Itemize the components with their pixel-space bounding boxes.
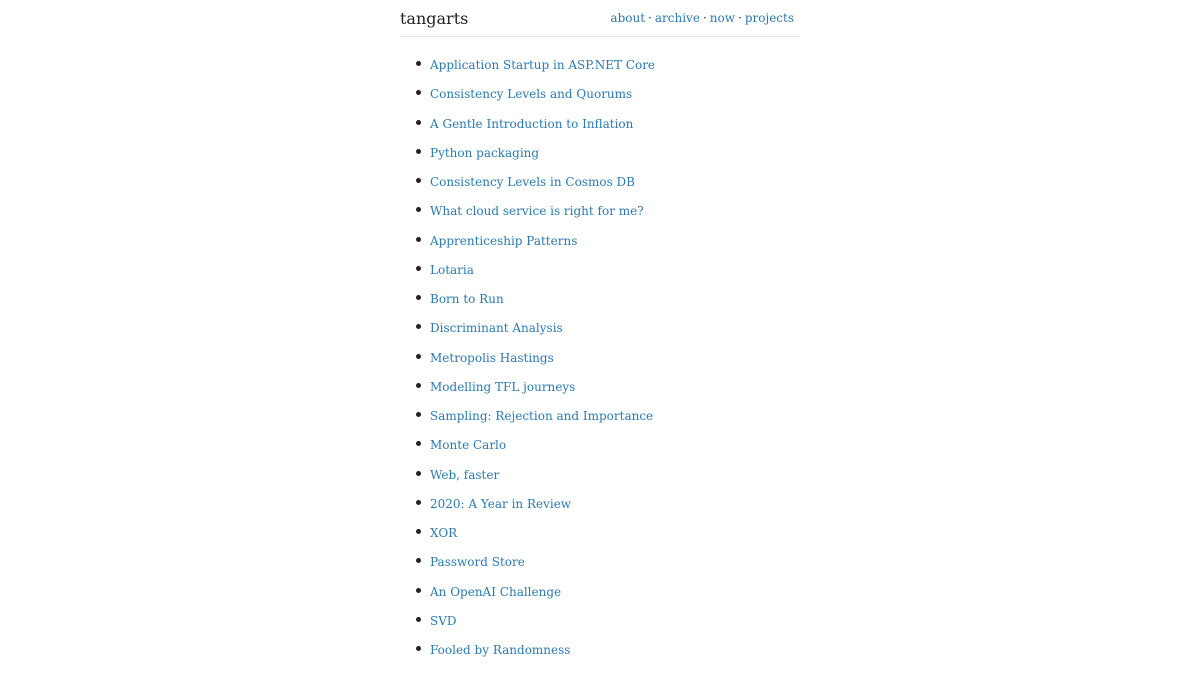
post-link[interactable]: What cloud service is right for me? (430, 204, 644, 219)
post-link[interactable]: A Gentle Introduction to Inflation (430, 116, 634, 131)
post-list-item (416, 313, 655, 342)
post-link[interactable]: Sampling: Rejection and Importance (430, 409, 654, 423)
bullet-icon (416, 149, 421, 154)
post-link[interactable]: Password Store (430, 555, 525, 570)
post-list-item (416, 167, 655, 196)
post-link[interactable]: Discriminant Analysis (430, 321, 563, 336)
bullet-icon (416, 237, 421, 242)
bullet-icon (416, 558, 421, 563)
post-link[interactable]: Metropolis Hastings (430, 350, 554, 365)
bullet-icon (416, 588, 421, 593)
post-list-item (416, 138, 655, 167)
post-link[interactable]: XOR (430, 526, 458, 540)
post-list-item (416, 577, 655, 606)
bullet-icon (416, 354, 421, 359)
post-link[interactable]: 2020: A Year in Review (430, 496, 572, 511)
post-link[interactable]: Monte Carlo (430, 438, 507, 453)
bullet-icon (416, 412, 421, 417)
site-title-link[interactable]: tangarts (400, 9, 469, 28)
post-list-item (416, 226, 655, 255)
nav-separator: · (648, 11, 652, 25)
post-link[interactable]: Application Startup in ASP.NET Core (430, 58, 656, 72)
post-link[interactable]: Web, faster (430, 467, 500, 482)
post-link[interactable]: Python packaging (430, 145, 540, 160)
bullet-icon (416, 295, 421, 300)
post-list-item (416, 635, 655, 664)
post-list-item (416, 79, 655, 108)
post-list-item (416, 430, 655, 459)
nav-about-link[interactable]: about (610, 11, 646, 25)
post-list-item (416, 255, 655, 284)
bullet-icon (416, 207, 421, 212)
bullet-icon (416, 90, 421, 95)
nav-now-link[interactable]: now (709, 11, 735, 25)
post-link[interactable]: Apprenticeship Patterns (430, 233, 578, 248)
post-list-item (416, 109, 655, 138)
nav-projects-link[interactable]: projects (744, 11, 794, 25)
post-link[interactable]: Lotaria (430, 262, 474, 277)
bullet-icon (416, 646, 421, 651)
post-list-item (416, 50, 655, 79)
post-link[interactable]: An OpenAI Challenge (430, 584, 562, 599)
bullet-icon (416, 617, 421, 622)
site-nav (610, 10, 794, 26)
post-link[interactable]: SVD (430, 613, 457, 628)
bullet-icon (416, 529, 421, 534)
bullet-icon (416, 178, 421, 183)
post-list-item (416, 606, 655, 635)
post-link[interactable]: Consistency Levels in Cosmos DB (430, 175, 635, 189)
post-list-item (416, 489, 655, 518)
nav-separator: · (702, 11, 707, 25)
bullet-icon (416, 441, 421, 446)
post-list-item (416, 196, 655, 225)
nav-separator: · (738, 11, 742, 25)
post-link[interactable]: Fooled by Randomness (430, 643, 571, 657)
bullet-icon (416, 120, 421, 125)
post-link[interactable]: Modelling TFL journeys (430, 379, 576, 394)
bullet-icon (416, 383, 421, 388)
post-list-item (416, 343, 655, 372)
nav-archive-link[interactable]: archive (654, 11, 700, 25)
bullet-icon (416, 500, 421, 505)
post-list (416, 50, 655, 664)
bullet-icon (416, 324, 421, 329)
post-link[interactable]: Consistency Levels and Quorums (430, 87, 633, 102)
post-list-item (416, 547, 655, 576)
post-list-item (416, 401, 655, 430)
post-link[interactable]: Born to Run (430, 292, 504, 306)
bullet-icon (416, 471, 421, 476)
bullet-icon (416, 266, 421, 271)
site-header (400, 0, 800, 37)
page-container (400, 0, 800, 657)
post-list-item (416, 372, 655, 401)
post-list-item (416, 284, 655, 313)
post-list-item (416, 460, 655, 489)
bullet-icon (416, 61, 421, 66)
post-list-item (416, 518, 655, 547)
